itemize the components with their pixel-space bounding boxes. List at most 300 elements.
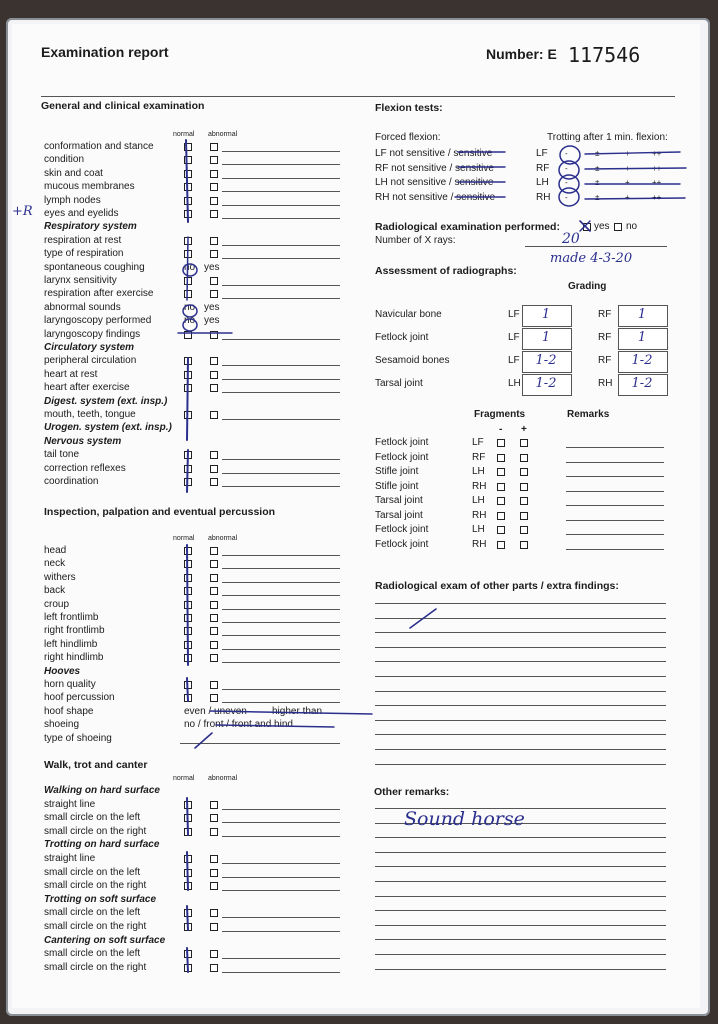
normal-checkbox[interactable] xyxy=(184,601,192,609)
fragments-plus: + xyxy=(521,424,527,435)
entry-line xyxy=(180,743,340,744)
row-label: mucous membranes xyxy=(44,181,135,193)
row-label: heart at rest xyxy=(44,368,98,380)
row-label: tail tone xyxy=(44,449,80,461)
flexion-limb: LF xyxy=(536,148,548,159)
normal-checkbox[interactable] xyxy=(184,909,192,917)
abnormal-checkbox[interactable] xyxy=(210,882,218,890)
fragment-limb: RH xyxy=(472,509,487,521)
hoof-shape-options: even / uneven xyxy=(184,705,247,717)
section-subheading: Nervous system xyxy=(44,435,122,447)
row-label: small circle on the left xyxy=(44,866,141,878)
row-label: straight line xyxy=(44,853,96,864)
row-label: spontaneous coughing xyxy=(44,261,145,273)
normal-checkbox[interactable] xyxy=(184,170,192,178)
grade-left-limb: LH xyxy=(508,378,521,389)
remark-line xyxy=(375,896,666,897)
normal-checkbox[interactable] xyxy=(184,882,192,890)
fragment-row-label: Tarsal joint xyxy=(375,509,423,521)
flexion-row-label: LF not sensitive / sensitive xyxy=(375,148,493,159)
grade-right-limb: RF xyxy=(598,332,612,343)
abnormal-checkbox[interactable] xyxy=(210,143,218,151)
row-label: small circle on the left xyxy=(44,907,141,919)
remarks-heading: Remarks xyxy=(567,409,610,420)
fragment-plus-checkbox[interactable] xyxy=(520,454,528,462)
abnormal-checkbox[interactable] xyxy=(210,451,218,459)
normal-checkbox[interactable] xyxy=(184,801,192,809)
fragment-minus-checkbox[interactable] xyxy=(497,526,505,534)
grade-right-value: 1-2 xyxy=(631,376,653,391)
row-label: small circle on the left xyxy=(44,948,141,960)
section-subheading: Respiratory system xyxy=(44,221,137,233)
flexion-row-label: LH not sensitive / sensitive xyxy=(375,177,494,188)
row-label: right hindlimb xyxy=(44,652,104,664)
abnormal-checkbox[interactable] xyxy=(210,331,218,339)
abnormal-checkbox[interactable] xyxy=(210,923,218,931)
abnormal-checkbox[interactable] xyxy=(210,357,218,365)
entry-line xyxy=(222,595,340,596)
flexion-row-label: RF not sensitive / sensitive xyxy=(375,162,494,174)
grade-right-value: 1 xyxy=(637,307,647,322)
no-option[interactable]: no xyxy=(184,261,196,273)
normal-checkbox[interactable] xyxy=(184,627,192,635)
grade-left-limb: LF xyxy=(508,355,520,366)
flexion-scale-mark[interactable]: + xyxy=(625,192,630,202)
fragment-plus-checkbox[interactable] xyxy=(520,483,528,491)
fragment-limb: RF xyxy=(472,451,486,463)
general-col-normal: normal xyxy=(173,131,195,138)
fragment-minus-checkbox[interactable] xyxy=(497,468,505,476)
finding-line xyxy=(375,764,666,765)
grade-left-value: 1-2 xyxy=(535,376,557,391)
normal-checkbox[interactable] xyxy=(184,156,192,164)
row-label: heart after exercise xyxy=(44,382,130,394)
flexion-scale-mark[interactable]: ++ xyxy=(652,149,662,158)
fragment-minus-checkbox[interactable] xyxy=(497,483,505,491)
flexion-scale-mark[interactable]: - xyxy=(565,178,568,187)
abnormal-checkbox[interactable] xyxy=(210,654,218,662)
row-label: small circle on the left xyxy=(44,812,141,824)
row-label: right frontlimb xyxy=(44,625,105,637)
row-label: condition xyxy=(44,154,85,166)
row-label: larynx sensitivity xyxy=(44,275,117,286)
entry-line xyxy=(222,245,340,246)
abnormal-checkbox[interactable] xyxy=(210,814,218,822)
abnormal-checkbox[interactable] xyxy=(210,627,218,635)
remark-line xyxy=(375,969,666,970)
entry-line xyxy=(222,609,340,610)
abnormal-checkbox[interactable] xyxy=(210,237,218,245)
flexion-row-label: RH not sensitive / sensitive xyxy=(375,191,496,203)
abnormal-checkbox[interactable] xyxy=(210,371,218,379)
row-label: hoof percussion xyxy=(44,692,115,704)
entry-line xyxy=(222,298,340,299)
row-label: lymph nodes xyxy=(44,194,101,206)
entry-line xyxy=(222,877,340,878)
remark-line xyxy=(375,852,666,853)
fragment-plus-checkbox[interactable] xyxy=(520,526,528,534)
fragments-minus: - xyxy=(499,424,503,435)
flexion-scale-mark[interactable]: ± xyxy=(595,149,600,158)
finding-line xyxy=(375,676,666,677)
fragment-minus-checkbox[interactable] xyxy=(497,512,505,520)
fragment-limb: RH xyxy=(472,538,487,550)
grade-right-limb: RF xyxy=(598,355,612,366)
row-label: laryngoscopy findings xyxy=(44,328,141,340)
entry-line xyxy=(222,258,340,259)
abnormal-checkbox[interactable] xyxy=(210,855,218,863)
entry-line xyxy=(222,649,340,650)
entry-line xyxy=(222,958,340,959)
fragment-row-label: Fetlock joint xyxy=(375,538,429,550)
abnormal-checkbox[interactable] xyxy=(210,183,218,191)
flexion-limb: RH xyxy=(536,191,551,203)
remark-line xyxy=(566,491,664,492)
remark-line xyxy=(375,939,666,940)
normal-checkbox[interactable] xyxy=(184,694,192,702)
fragment-plus-checkbox[interactable] xyxy=(520,468,528,476)
abnormal-checkbox[interactable] xyxy=(210,587,218,595)
flexion-limb: RF xyxy=(536,162,550,174)
flexion-scale-mark[interactable]: ++ xyxy=(652,192,662,202)
flexion-scale-mark[interactable]: + xyxy=(625,163,630,173)
grade-right-limb: RH xyxy=(598,378,613,389)
entry-line xyxy=(222,568,340,569)
normal-checkbox[interactable] xyxy=(184,923,192,931)
normal-checkbox[interactable] xyxy=(184,411,192,419)
normal-checkbox[interactable] xyxy=(184,855,192,863)
normal-checkbox[interactable] xyxy=(184,950,192,958)
entry-line xyxy=(222,205,340,206)
normal-checkbox[interactable] xyxy=(184,143,192,151)
remark-line xyxy=(375,837,666,838)
finding-line xyxy=(375,720,666,721)
row-label: mouth, teeth, tongue xyxy=(44,409,136,420)
finding-line xyxy=(375,603,666,604)
fragment-minus-checkbox[interactable] xyxy=(497,439,505,447)
abnormal-checkbox[interactable] xyxy=(210,694,218,702)
entry-line xyxy=(222,702,340,703)
abnormal-checkbox[interactable] xyxy=(210,641,218,649)
abnormal-checkbox[interactable] xyxy=(210,614,218,622)
row-label: eyes and eyelids xyxy=(44,208,119,219)
abnormal-checkbox[interactable] xyxy=(210,801,218,809)
normal-checkbox[interactable] xyxy=(184,828,192,836)
normal-checkbox[interactable] xyxy=(184,560,192,568)
entry-line xyxy=(222,972,340,973)
row-label: respiration after exercise xyxy=(44,288,154,300)
abnormal-checkbox[interactable] xyxy=(210,197,218,205)
fragment-minus-checkbox[interactable] xyxy=(497,497,505,505)
finding-line xyxy=(375,705,666,706)
abnormal-checkbox[interactable] xyxy=(210,681,218,689)
entry-line xyxy=(222,392,340,393)
fragment-minus-checkbox[interactable] xyxy=(497,454,505,462)
entry-line xyxy=(222,365,340,366)
abnormal-checkbox[interactable] xyxy=(210,478,218,486)
fragment-row-label: Fetlock joint xyxy=(375,437,429,448)
normal-checkbox[interactable] xyxy=(184,331,192,339)
abnormal-checkbox[interactable] xyxy=(210,250,218,258)
radiology-yes-label: yes xyxy=(594,221,610,232)
section-subheading: Hooves xyxy=(44,665,81,677)
remark-line xyxy=(566,505,664,506)
section-subheading: Digest. system (ext. insp.) xyxy=(44,395,168,407)
normal-checkbox[interactable] xyxy=(184,964,192,972)
remark-line xyxy=(566,534,664,535)
normal-checkbox[interactable] xyxy=(184,574,192,582)
walk-col-normal: normal xyxy=(173,775,195,782)
entry-line xyxy=(222,931,340,932)
fragments-heading: Fragments xyxy=(474,409,526,420)
grade-right-value: 1-2 xyxy=(631,353,653,368)
no-option[interactable]: no xyxy=(184,301,196,313)
report-title: Examination report xyxy=(41,44,169,60)
grading-heading: Grading xyxy=(568,281,607,292)
row-label: correction reflexes xyxy=(44,462,126,474)
abnormal-checkbox[interactable] xyxy=(210,290,218,298)
other-remarks-heading: Other remarks: xyxy=(374,786,450,798)
fragment-row-label: Fetlock joint xyxy=(375,451,429,463)
section-subheading: Trotting on hard surface xyxy=(44,839,160,851)
abnormal-checkbox[interactable] xyxy=(210,909,218,917)
grade-right-value: 1 xyxy=(637,330,647,345)
flexion-scale-mark[interactable]: ± xyxy=(595,163,600,173)
entry-line xyxy=(222,379,340,380)
normal-checkbox[interactable] xyxy=(184,465,192,473)
normal-checkbox[interactable] xyxy=(184,357,192,365)
row-label: back xyxy=(44,585,66,597)
row-label: neck xyxy=(44,558,66,570)
grade-left-value: 1 xyxy=(541,330,551,345)
flexion-scale-mark[interactable]: ++ xyxy=(652,163,662,173)
normal-checkbox[interactable] xyxy=(184,371,192,379)
abnormal-checkbox[interactable] xyxy=(210,411,218,419)
entry-line xyxy=(222,689,340,690)
row-label: laryngoscopy performed xyxy=(44,315,152,327)
row-label: small circle on the right xyxy=(44,961,147,973)
row-label: hoof shape xyxy=(44,705,94,717)
row-label: left frontlimb xyxy=(44,612,99,623)
inspection-heading: Inspection, palpation and eventual percussion xyxy=(44,506,276,518)
remark-line xyxy=(566,476,664,477)
entry-line xyxy=(222,555,340,556)
fragment-plus-checkbox[interactable] xyxy=(520,497,528,505)
normal-checkbox[interactable] xyxy=(184,250,192,258)
normal-checkbox[interactable] xyxy=(184,547,192,555)
radiology-no-label: no xyxy=(626,221,638,232)
trotting-flexion-label: Trotting after 1 min. flexion: xyxy=(547,132,668,143)
grade-left-value: 1 xyxy=(541,307,551,322)
abnormal-checkbox[interactable] xyxy=(210,170,218,178)
row-label: abnormal sounds xyxy=(44,301,121,313)
entry-line xyxy=(222,473,340,474)
yes-option[interactable]: yes xyxy=(204,301,220,313)
entry-line xyxy=(222,635,340,636)
abnormal-checkbox[interactable] xyxy=(210,601,218,609)
grade-row-label: Tarsal joint xyxy=(375,378,423,389)
finding-line xyxy=(375,734,666,735)
section-subheading: Cantering on soft surface xyxy=(44,934,166,946)
remark-line xyxy=(566,549,664,550)
grade-left-limb: LF xyxy=(508,332,520,343)
normal-checkbox[interactable] xyxy=(184,183,192,191)
flexion-scale-mark[interactable]: - xyxy=(565,192,568,202)
row-label: left hindlimb xyxy=(44,638,98,650)
row-label: small circle on the right xyxy=(44,825,147,837)
fragment-row-label: Stifle joint xyxy=(375,466,419,477)
row-label: skin and coat xyxy=(44,167,103,179)
fragment-plus-checkbox[interactable] xyxy=(520,512,528,520)
remark-line xyxy=(375,866,666,867)
normal-checkbox[interactable] xyxy=(184,681,192,689)
normal-checkbox[interactable] xyxy=(184,654,192,662)
yes-option[interactable]: yes xyxy=(204,261,220,273)
entry-line xyxy=(222,285,340,286)
flexion-scale-mark[interactable]: ± xyxy=(595,178,600,187)
normal-checkbox[interactable] xyxy=(184,641,192,649)
abnormal-checkbox[interactable] xyxy=(210,828,218,836)
fragment-limb: LH xyxy=(472,495,485,506)
abnormal-checkbox[interactable] xyxy=(210,560,218,568)
flexion-limb: LH xyxy=(536,177,549,188)
normal-checkbox[interactable] xyxy=(184,478,192,486)
finding-line xyxy=(375,691,666,692)
row-label: conformation and stance xyxy=(44,141,154,152)
number-label: Number: E xyxy=(486,46,557,62)
hoof-shape-note: higher than xyxy=(272,705,323,717)
section-subheading: Trotting on soft surface xyxy=(44,893,157,905)
row-label: horn quality xyxy=(44,679,96,690)
flexion-scale-mark[interactable]: - xyxy=(565,149,568,158)
normal-checkbox[interactable] xyxy=(184,290,192,298)
grade-right-limb: RF xyxy=(598,309,612,320)
fragment-plus-checkbox[interactable] xyxy=(520,541,528,549)
entry-line xyxy=(222,662,340,663)
normal-checkbox[interactable] xyxy=(184,277,192,285)
row-label: withers xyxy=(44,571,76,583)
normal-checkbox[interactable] xyxy=(184,587,192,595)
remark-line xyxy=(375,925,666,926)
inspection-col-normal: normal xyxy=(173,535,195,542)
entry-line xyxy=(222,419,340,420)
normal-checkbox[interactable] xyxy=(184,614,192,622)
grade-left-limb: LF xyxy=(508,309,520,320)
entry-line xyxy=(222,178,340,179)
row-label: type of shoeing xyxy=(44,732,112,744)
row-label: peripheral circulation xyxy=(44,355,137,367)
flexion-scale-mark[interactable]: + xyxy=(625,149,630,158)
row-label: croup xyxy=(44,598,70,610)
row-label: coordination xyxy=(44,476,99,487)
assessment-heading: Assessment of radiographs: xyxy=(375,265,517,277)
entry-line xyxy=(222,339,340,340)
entry-line xyxy=(222,164,340,165)
radiology-performed-label: Radiological examination performed: xyxy=(375,221,560,233)
report-number: 117546 xyxy=(568,43,641,67)
abnormal-checkbox[interactable] xyxy=(210,210,218,218)
fragment-limb: RH xyxy=(472,480,487,492)
grade-row-label: Navicular bone xyxy=(375,309,442,320)
normal-checkbox[interactable] xyxy=(184,197,192,205)
radiology-no-checkbox[interactable] xyxy=(614,223,622,231)
walk-col-abnormal: abnormal xyxy=(208,775,238,782)
normal-checkbox[interactable] xyxy=(184,384,192,392)
grade-row-label: Fetlock joint xyxy=(375,332,429,343)
entry-line xyxy=(222,822,340,823)
fragment-limb: LH xyxy=(472,524,485,535)
remark-line xyxy=(566,447,664,448)
radiology-yes-checkbox[interactable] xyxy=(583,223,591,231)
normal-checkbox[interactable] xyxy=(184,237,192,245)
normal-checkbox[interactable] xyxy=(184,451,192,459)
finding-line xyxy=(375,661,666,662)
normal-checkbox[interactable] xyxy=(184,814,192,822)
row-label: respiration at rest xyxy=(44,234,122,246)
row-label: small circle on the right xyxy=(44,880,147,892)
entry-line xyxy=(222,486,340,487)
abnormal-checkbox[interactable] xyxy=(210,277,218,285)
abnormal-checkbox[interactable] xyxy=(210,547,218,555)
general-heading: General and clinical examination xyxy=(41,100,205,112)
entry-line xyxy=(222,151,340,152)
entry-line xyxy=(222,191,340,192)
flexion-scale-mark[interactable]: ± xyxy=(595,192,600,202)
fragment-row-label: Stifle joint xyxy=(375,480,419,492)
remark-line xyxy=(566,462,664,463)
abnormal-checkbox[interactable] xyxy=(210,964,218,972)
section-subheading: Walking on hard surface xyxy=(44,785,160,796)
abnormal-checkbox[interactable] xyxy=(210,384,218,392)
flexion-scale-mark[interactable]: ++ xyxy=(652,178,662,187)
no-option[interactable]: no xyxy=(184,315,196,327)
made-note: made 4-3-20 xyxy=(550,251,633,266)
entry-line xyxy=(222,863,340,864)
yes-option[interactable]: yes xyxy=(204,315,220,327)
section-subheading: Circulatory system xyxy=(44,342,135,353)
fragment-row-label: Tarsal joint xyxy=(375,495,423,506)
abnormal-checkbox[interactable] xyxy=(210,574,218,582)
remark-handwriting: Sound horse xyxy=(404,808,525,830)
flexion-scale-mark[interactable]: - xyxy=(565,163,568,173)
flexion-scale-mark[interactable]: + xyxy=(625,178,630,187)
abnormal-checkbox[interactable] xyxy=(210,156,218,164)
abnormal-checkbox[interactable] xyxy=(210,950,218,958)
fragment-plus-checkbox[interactable] xyxy=(520,439,528,447)
normal-checkbox[interactable] xyxy=(184,210,192,218)
grade-left-value: 1-2 xyxy=(535,353,557,368)
abnormal-checkbox[interactable] xyxy=(210,465,218,473)
fragment-limb: LH xyxy=(472,466,485,477)
remark-line xyxy=(566,520,664,521)
row-label: type of respiration xyxy=(44,248,124,260)
fragment-minus-checkbox[interactable] xyxy=(497,541,505,549)
entry-line xyxy=(222,917,340,918)
entry-line xyxy=(222,582,340,583)
abnormal-checkbox[interactable] xyxy=(210,869,218,877)
forced-flexion-label: Forced flexion: xyxy=(375,132,441,143)
shoeing-options: no / front / front and hind xyxy=(184,719,293,731)
remark-line xyxy=(375,881,666,882)
finding-line xyxy=(375,618,666,619)
section-subheading: Urogen. system (ext. insp.) xyxy=(44,422,172,434)
general-col-abnormal: abnormal xyxy=(208,131,238,138)
walk-heading: Walk, trot and canter xyxy=(44,759,148,771)
row-label: small circle on the right xyxy=(44,921,147,932)
normal-checkbox[interactable] xyxy=(184,869,192,877)
entry-line xyxy=(222,622,340,623)
header-rule xyxy=(41,96,675,97)
